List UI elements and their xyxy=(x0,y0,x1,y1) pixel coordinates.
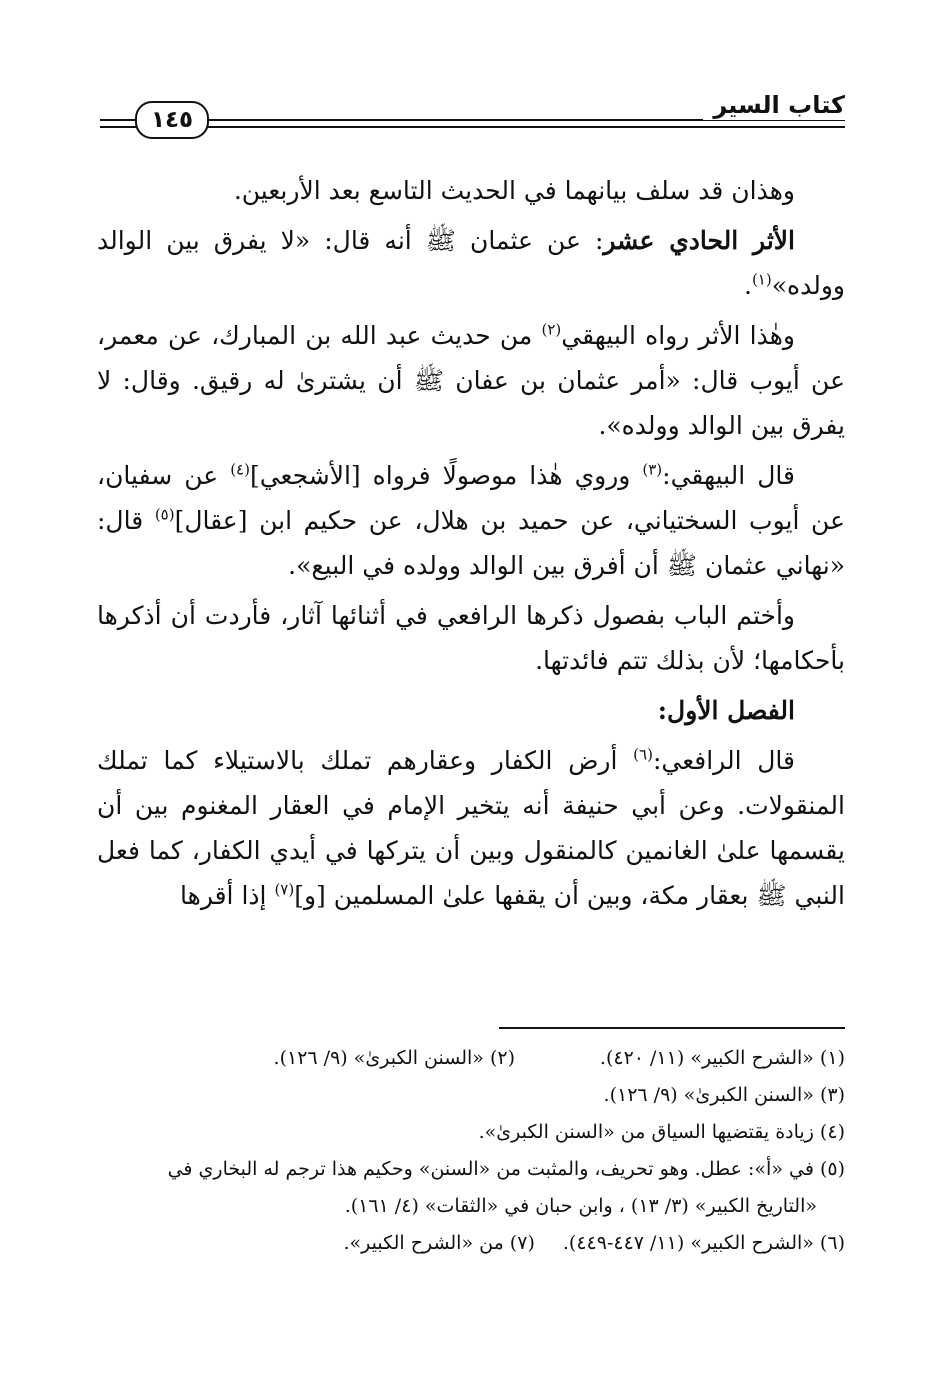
footnote-3: (٣) «السنن الكبرىٰ» (٩/ ١٢٦). xyxy=(603,1084,845,1106)
book-title: كتاب السير xyxy=(703,90,845,120)
athar-label: الأثر الحادي عشر xyxy=(603,226,795,255)
footnote-5-continued: «التاريخ الكبير» (٣/ ١٣) ، وابن حبان في «الثقات» (٤/ ١٦١). xyxy=(344,1195,817,1217)
paragraph xyxy=(97,593,845,683)
paragraph-text: من حديث عبد الله بن المبارك، عن معمر، عن أيوب قال: «أمر عثمان بن عفان ﷺ أن يشترىٰ له رقيق. وقال: لا يفرق بين الوالد وولده». xyxy=(97,321,845,440)
paragraph-text: قال: «نهاني عثمان ﷺ أن أفرق بين الوالد وولده في البيع». xyxy=(97,506,845,580)
paragraph-text: . xyxy=(743,271,752,300)
paragraph-text: قال البيهقي: xyxy=(662,461,795,490)
footnote-5: (٥) في «أ»: عطل. وهو تحريف، والمثبت من «السنن» وحكيم هذا ترجم له البخاري في xyxy=(167,1158,845,1180)
footnotes xyxy=(97,1040,845,1262)
paragraph-text: وأختم الباب بفصول ذكرها الرافعي في أثنائها آثار، فأردت أن أذكرها بأحكامها؛ لأن بذلك تتم فائدتها. xyxy=(97,601,845,675)
paragraph-text: إذا أقرها xyxy=(180,881,275,910)
footnote-7: (٧) من «الشرح الكبير». xyxy=(343,1232,535,1254)
paragraph-text: وروي هٰذا موصولًا فرواه [الأشجعي] xyxy=(249,461,643,490)
paragraph xyxy=(97,313,845,448)
footnote-ref[interactable]: (٤) xyxy=(230,460,250,479)
footnote-1: (١) «الشرح الكبير» (١١/ ٤٢٠). xyxy=(599,1047,845,1069)
paragraph xyxy=(97,168,845,213)
main-text xyxy=(97,168,845,923)
paragraph-text: وهٰذا الأثر رواه البيهقي xyxy=(561,321,795,350)
page-header xyxy=(100,88,845,138)
paragraph xyxy=(97,738,845,918)
page-number: ١٤٥ xyxy=(135,101,209,139)
paragraph-text: وهذان قد سلف بيانهما في الحديث التاسع بعد الأربعين. xyxy=(233,176,795,205)
paragraph-text: عن سفيان، عن أيوب السختياني، عن حميد بن هلال، عن حكيم ابن [عقال] xyxy=(97,461,845,535)
section-heading xyxy=(97,688,845,733)
paragraph-text: قال الرافعي: xyxy=(652,746,795,775)
footnote-separator xyxy=(499,1027,845,1029)
footnote-ref[interactable]: (١) xyxy=(751,270,772,289)
paragraph-text: : عن عثمان ﷺ أنه قال: «لا يفرق بين الوالد وولده» xyxy=(97,226,845,300)
footnote-ref[interactable]: (٢) xyxy=(541,320,562,339)
header-rule-bottom xyxy=(100,126,845,128)
footnote-row xyxy=(97,1040,845,1077)
footnote-6: (٦) «الشرح الكبير» (١١/ ٤٤٧-٤٤٩). xyxy=(562,1232,845,1254)
footnote-ref[interactable]: (٥) xyxy=(154,505,175,524)
paragraph xyxy=(97,218,845,308)
paragraph-text: أرض الكفار وعقارهم تملك بالاستيلاء كما تملك المنقولات. وعن أبي حنيفة أنه يتخير الإمام في العقار المغنوم بين أن يقسمها علىٰ الغانمين كالمنقول وبين أن يتركها في أيدي الكفار، كما فعل النبي ﷺ بعقار مكة، وبين أن يقفها علىٰ المسلمين [و] xyxy=(97,746,845,910)
footnote-ref[interactable]: (٦) xyxy=(633,745,653,764)
paragraph xyxy=(97,453,845,588)
footnote-ref[interactable]: (٧) xyxy=(274,880,295,899)
footnote-ref[interactable]: (٣) xyxy=(642,460,663,479)
footnote-2: (٢) «السنن الكبرىٰ» (٩/ ١٢٦). xyxy=(273,1047,515,1069)
footnote-row xyxy=(97,1225,845,1262)
footnote-4: (٤) زيادة يقتضيها السياق من «السنن الكبرىٰ». xyxy=(478,1121,845,1143)
section-heading-text: الفصل الأول: xyxy=(657,696,795,725)
